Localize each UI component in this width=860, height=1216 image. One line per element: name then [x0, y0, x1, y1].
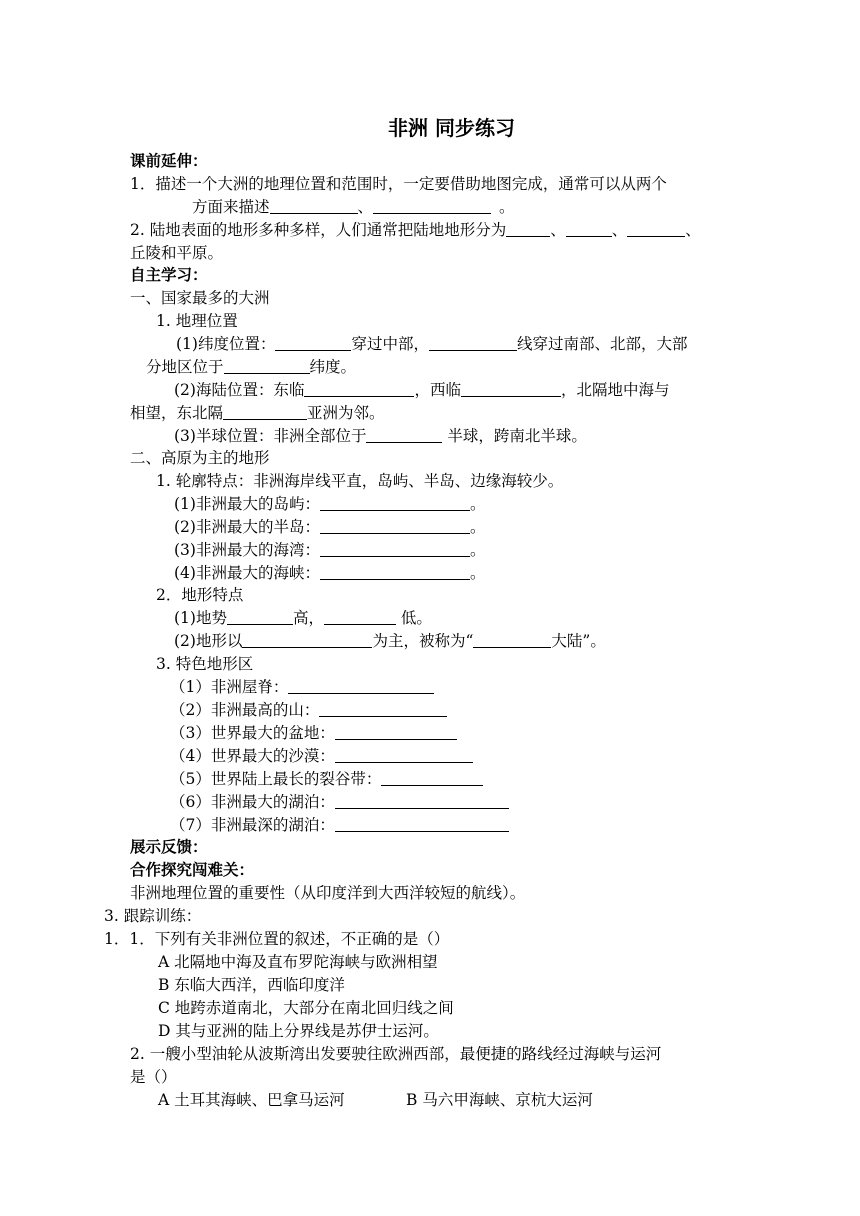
answer-blank[interactable]: [319, 700, 447, 717]
period: 。: [499, 198, 515, 216]
largest-lake-line: [170, 791, 509, 813]
label: （2）非洲最高的山：: [170, 701, 320, 719]
self-study-heading: 自主学习：: [130, 265, 208, 284]
pre-q1-line2: [192, 196, 515, 218]
label: 半球，跨南北半球。: [442, 427, 587, 445]
terrain-title: 2．地形特点: [156, 586, 244, 604]
label: 大陆”。: [551, 632, 606, 650]
answer-blank[interactable]: [324, 608, 396, 625]
pre-q1-text: 方面来描述: [192, 198, 270, 216]
page-title: 非洲 同步练习: [388, 116, 515, 140]
africa-roof-line: [170, 676, 434, 698]
largest-basin-line: [170, 722, 457, 744]
answer-blank[interactable]: [335, 792, 509, 809]
label: (4)非洲最大的海峡：: [174, 564, 320, 582]
answer-blank[interactable]: [461, 380, 561, 397]
answer-blank[interactable]: [320, 563, 470, 580]
label: （3）世界最大的盆地：: [170, 724, 335, 742]
label: 穿过中部，: [351, 335, 429, 353]
label: （7）非洲最深的湖泊：: [170, 816, 335, 834]
answer-blank[interactable]: [270, 197, 358, 214]
answer-blank[interactable]: [335, 746, 473, 763]
deepest-lake-line: [170, 814, 509, 836]
label: 相望，东北隔: [130, 404, 224, 422]
slope-line: [174, 607, 432, 629]
latitude-line2: [146, 356, 356, 378]
label: （5）世界陆上最长的裂谷带：: [170, 770, 382, 788]
cooperation-heading: 合作探究闯难关：: [130, 860, 255, 879]
period: 。: [469, 564, 486, 582]
pre-class-heading: 课前延伸：: [130, 151, 208, 170]
pre-q1-line1: 1．描述一个大洲的地理位置和范围时，一定要借助地图完成，通常可以从两个: [130, 175, 667, 193]
practice-q1-option-c[interactable]: C 地跨赤道南北，大部分在南北回归线之间: [158, 999, 454, 1017]
label: 为主，被称为“: [372, 632, 474, 650]
period: 。: [469, 518, 486, 536]
practice-q2-option-a[interactable]: A 土耳其海峡、巴拿马运河: [158, 1091, 345, 1109]
label: 线穿过南部、北部，大部: [516, 335, 688, 353]
section1-title: 一、国家最多的大洲: [130, 289, 270, 307]
answer-blank[interactable]: [627, 220, 685, 237]
outline-features: 1. 轮廓特点：非洲海岸线平直，岛屿、半岛、边缘海较少。: [156, 472, 564, 490]
label: （1）非洲屋脊：: [170, 678, 289, 696]
label: （4）世界最大的沙漠：: [170, 747, 335, 765]
answer-blank[interactable]: [227, 608, 293, 625]
answer-blank[interactable]: [242, 631, 372, 648]
practice-q1-stem: 1．1．下列有关非洲位置的叙述，不正确的是（）: [104, 930, 450, 948]
separator: 、: [357, 198, 374, 216]
separator: 、: [550, 221, 566, 239]
answer-blank[interactable]: [566, 220, 612, 237]
answer-blank[interactable]: [335, 723, 457, 740]
answer-blank[interactable]: [224, 357, 310, 374]
label: 低。: [395, 609, 432, 627]
label: (2)地形以: [174, 632, 243, 650]
special-landform-title: 3. 特色地形区: [156, 655, 254, 673]
largest-strait-line: [174, 562, 485, 584]
answer-blank[interactable]: [320, 517, 470, 534]
answer-blank[interactable]: [506, 220, 550, 237]
practice-q2-option-b[interactable]: B 马六甲海峡、京杭大运河: [406, 1091, 593, 1109]
sea-land-line2: [130, 402, 385, 424]
practice-q1-option-d[interactable]: D 其与亚洲的陆上分界线是苏伊士运河。: [158, 1022, 439, 1040]
answer-blank[interactable]: [320, 494, 470, 511]
label: 高，: [292, 609, 324, 627]
label: 分地区位于: [146, 358, 224, 376]
answer-blank[interactable]: [473, 631, 551, 648]
label: (3)非洲最大的海湾：: [174, 541, 320, 559]
practice-q1-option-a[interactable]: A 北隔地中海及直布罗陀海峡与欧洲相望: [158, 953, 438, 971]
pre-q2-text: 2. 陆地表面的地形多种多样，人们通常把陆地地形分为: [130, 221, 507, 239]
highest-mountain-line: [170, 699, 447, 721]
practice-heading: 3. 跟踪训练：: [104, 907, 202, 925]
label: (1)地势: [174, 609, 227, 627]
answer-blank[interactable]: [275, 334, 351, 351]
label: 亚洲为邻。: [307, 404, 385, 422]
latitude-line1: [176, 333, 688, 355]
separator: 、: [685, 221, 701, 239]
answer-blank[interactable]: [429, 334, 517, 351]
period: 。: [469, 495, 486, 513]
sea-land-line1: [174, 379, 670, 401]
answer-blank[interactable]: [223, 403, 307, 420]
label: ，西临: [414, 381, 461, 399]
largest-gulf-line: [174, 539, 485, 561]
practice-q1-option-b[interactable]: B 东临大西洋，西临印度洋: [158, 976, 345, 994]
separator: 、: [611, 221, 628, 239]
hemisphere-line: [174, 425, 587, 447]
answer-blank[interactable]: [320, 540, 470, 557]
sub1-title: 1. 地理位置: [156, 312, 238, 330]
answer-blank[interactable]: [373, 197, 491, 214]
answer-blank[interactable]: [288, 677, 434, 694]
label: (2)非洲最大的半岛：: [174, 518, 320, 536]
answer-blank[interactable]: [304, 380, 414, 397]
answer-blank[interactable]: [381, 769, 483, 786]
pre-q2-line1: [130, 219, 701, 241]
practice-q2-stem-line2: 是（）: [130, 1068, 177, 1086]
label: (1)纬度位置：: [176, 335, 276, 353]
cooperation-text: 非洲地理位置的重要性（从印度洋到大西洋较短的航线）。: [130, 884, 526, 902]
practice-q2-stem-line1: 2. 一艘小型油轮从波斯湾出发要驶往欧洲西部，最便捷的路线经过海峡与运河: [130, 1045, 662, 1063]
landform-line: [174, 630, 606, 652]
period: 。: [469, 541, 486, 559]
largest-island-line: [174, 493, 485, 515]
section2-title: 二、高原为主的地形: [130, 449, 270, 467]
label: (2)海陆位置：东临: [174, 381, 305, 399]
label: (3)半球位置：非洲全部位于: [174, 427, 367, 445]
largest-desert-line: [170, 745, 473, 767]
largest-peninsula-line: [174, 516, 485, 538]
answer-blank[interactable]: [335, 815, 509, 832]
label: 纬度。: [309, 358, 357, 376]
answer-blank[interactable]: [366, 426, 442, 443]
feedback-heading: 展示反馈：: [130, 837, 208, 856]
label: （6）非洲最大的湖泊：: [170, 793, 335, 811]
rift-valley-line: [170, 768, 483, 790]
label: ，北隔地中海与: [560, 381, 670, 399]
pre-q2-line2: 丘陵和平原。: [130, 244, 224, 262]
label: (1)非洲最大的岛屿：: [174, 495, 320, 513]
